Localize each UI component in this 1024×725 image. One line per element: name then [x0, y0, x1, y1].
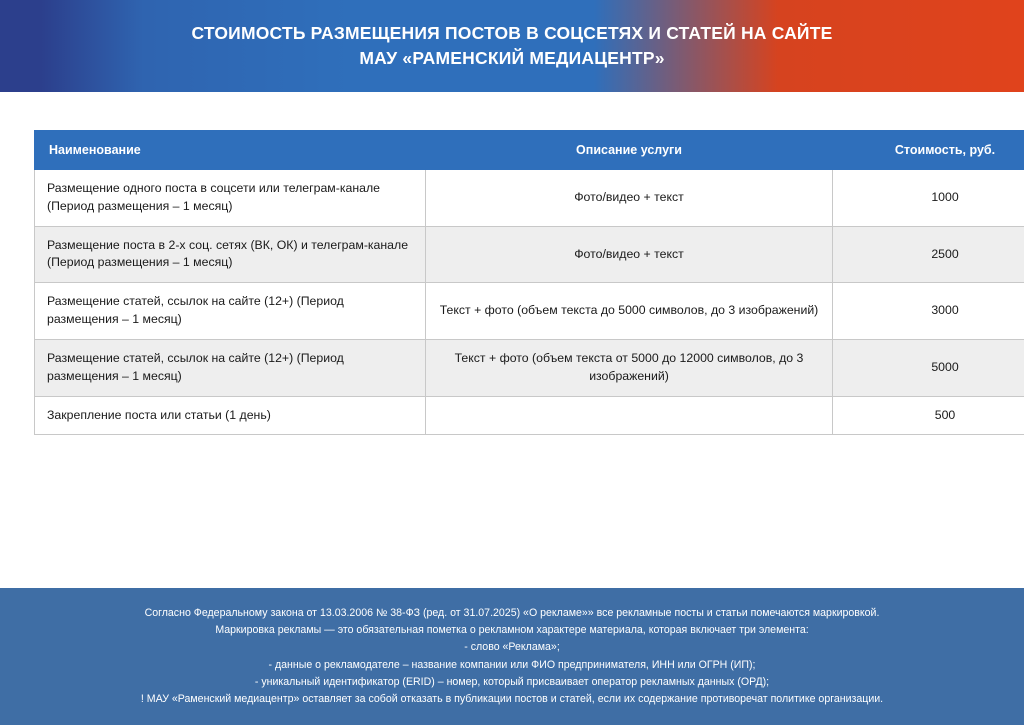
- cell-description: Текст + фото (объем текста до 5000 символов, до 3 изображений): [426, 283, 833, 340]
- cell-description: [426, 396, 833, 435]
- footer-note-line: - данные о рекламодателе – название компании или ФИО предпринимателя, ИНН или ОГРН (ИП);: [268, 658, 756, 671]
- page-title: [192, 21, 833, 72]
- cell-name: Размещение поста в 2-х соц. сетях (ВК, ОК) и телеграм-канале (Период размещения – 1 месяц): [35, 226, 426, 283]
- page-footer: [0, 588, 1024, 725]
- cell-description: Текст + фото (объем текста от 5000 до 12000 символов, до 3 изображений): [426, 339, 833, 396]
- cell-description: Фото/видео + текст: [426, 170, 833, 227]
- footer-notes: [22, 605, 1002, 708]
- cell-name: Размещение одного поста в соцсети или телеграм-канале (Период размещения – 1 месяц): [35, 170, 426, 227]
- cell-description: Фото/видео + текст: [426, 226, 833, 283]
- column-header-price: Стоимость, руб.: [833, 131, 1024, 170]
- table-body: [35, 170, 1024, 435]
- table-row: [35, 339, 1024, 396]
- price-table: [34, 130, 1024, 435]
- footer-note-line: - уникальный идентификатор (ERID) – номер, который присваивает оператор рекламных данных (ОРД);: [254, 675, 770, 688]
- table-row: [35, 283, 1024, 340]
- footer-note-line: Согласно Федеральному закона от 13.03.2006 № 38-ФЗ (ред. от 31.07.2025) «О рекламе»» все рекламные посты и статьи помечаются маркировкой.: [144, 607, 880, 620]
- table-row: [35, 226, 1024, 283]
- table-row: [35, 170, 1024, 227]
- footer-note-line: ! МАУ «Раменский медиацентр» оставляет за собой отказать в публикации постов и статей, если их содержание противоречат политике организации.: [140, 692, 884, 705]
- page-title-line2: МАУ «РАМЕНСКИЙ МЕДИАЦЕНТР»: [359, 48, 665, 68]
- footer-note-line: Маркировка рекламы — это обязательная пометка о рекламном характере материала, которая включает три элемента:: [215, 624, 809, 637]
- page-title-line1: СТОИМОСТЬ РАЗМЕЩЕНИЯ ПОСТОВ В СОЦСЕТЯХ И СТАТЕЙ НА САЙТЕ: [191, 22, 833, 43]
- main-content: [0, 92, 1024, 588]
- cell-price: 3000: [833, 283, 1024, 340]
- footer-note-line: - слово «Реклама»;: [464, 641, 560, 654]
- cell-name: Размещение статей, ссылок на сайте (12+) (Период размещения – 1 месяц): [35, 339, 426, 396]
- cell-price: 1000: [833, 170, 1024, 227]
- table-row: [35, 396, 1024, 435]
- cell-price: 500: [833, 396, 1024, 435]
- cell-price: 5000: [833, 339, 1024, 396]
- cell-name: Размещение статей, ссылок на сайте (12+) (Период размещения – 1 месяц): [35, 283, 426, 340]
- cell-name: Закрепление поста или статьи (1 день): [35, 396, 426, 435]
- column-header-name: Наименование: [35, 131, 426, 170]
- column-header-description: Описание услуги: [426, 131, 833, 170]
- cell-price: 2500: [833, 226, 1024, 283]
- table-header: [35, 131, 1024, 170]
- page-header: [0, 0, 1024, 92]
- table-header-row: [35, 131, 1024, 170]
